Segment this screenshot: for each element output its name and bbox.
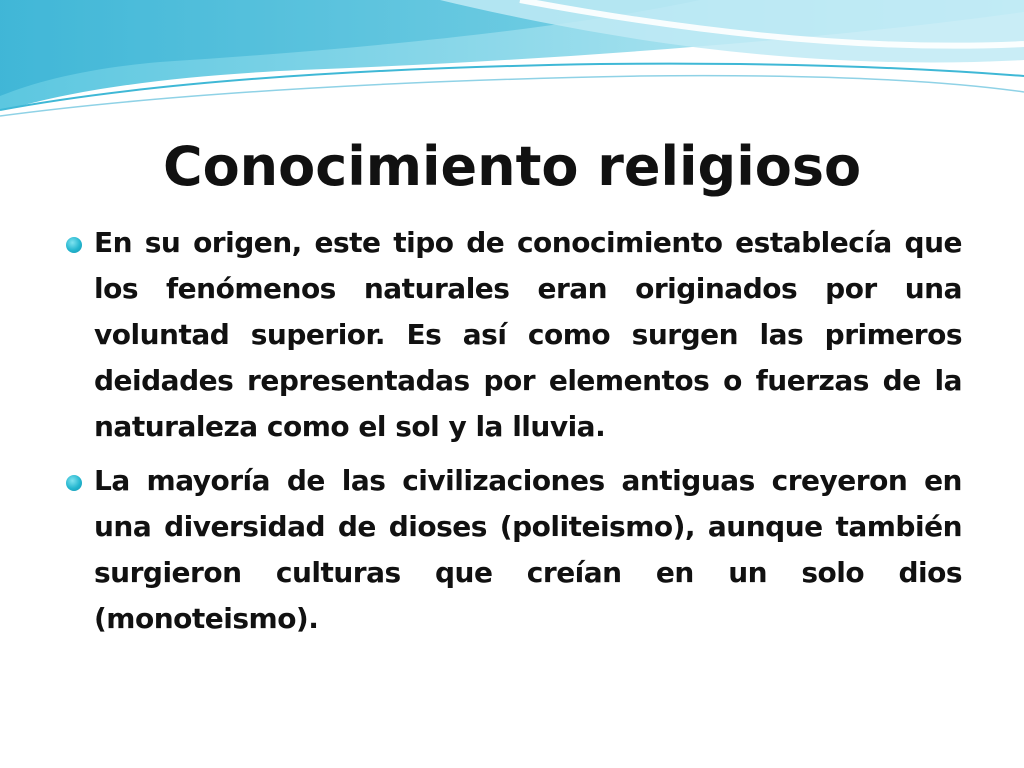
bullet-text: En su origen, este tipo de conocimiento establecía que los fenómenos naturales eran originados por una voluntad superior. Es así como surgen las primeros deidades representadas por elementos o fuerzas de la naturaleza como el sol y la lluvia. xyxy=(94,226,962,443)
bullet-list xyxy=(62,220,962,650)
bullet-icon xyxy=(66,237,82,253)
slide-title: Conocimiento religioso xyxy=(162,135,862,198)
header-wave-decoration xyxy=(0,0,1024,130)
bullet-icon xyxy=(66,475,82,491)
bullet-text: La mayoría de las civilizaciones antiguas creyeron en una diversidad de dioses (politeismo), aunque también surgieron culturas que creían en un solo dios (monoteismo). xyxy=(94,464,962,635)
bullet-item xyxy=(62,458,962,642)
bullet-item xyxy=(62,220,962,450)
